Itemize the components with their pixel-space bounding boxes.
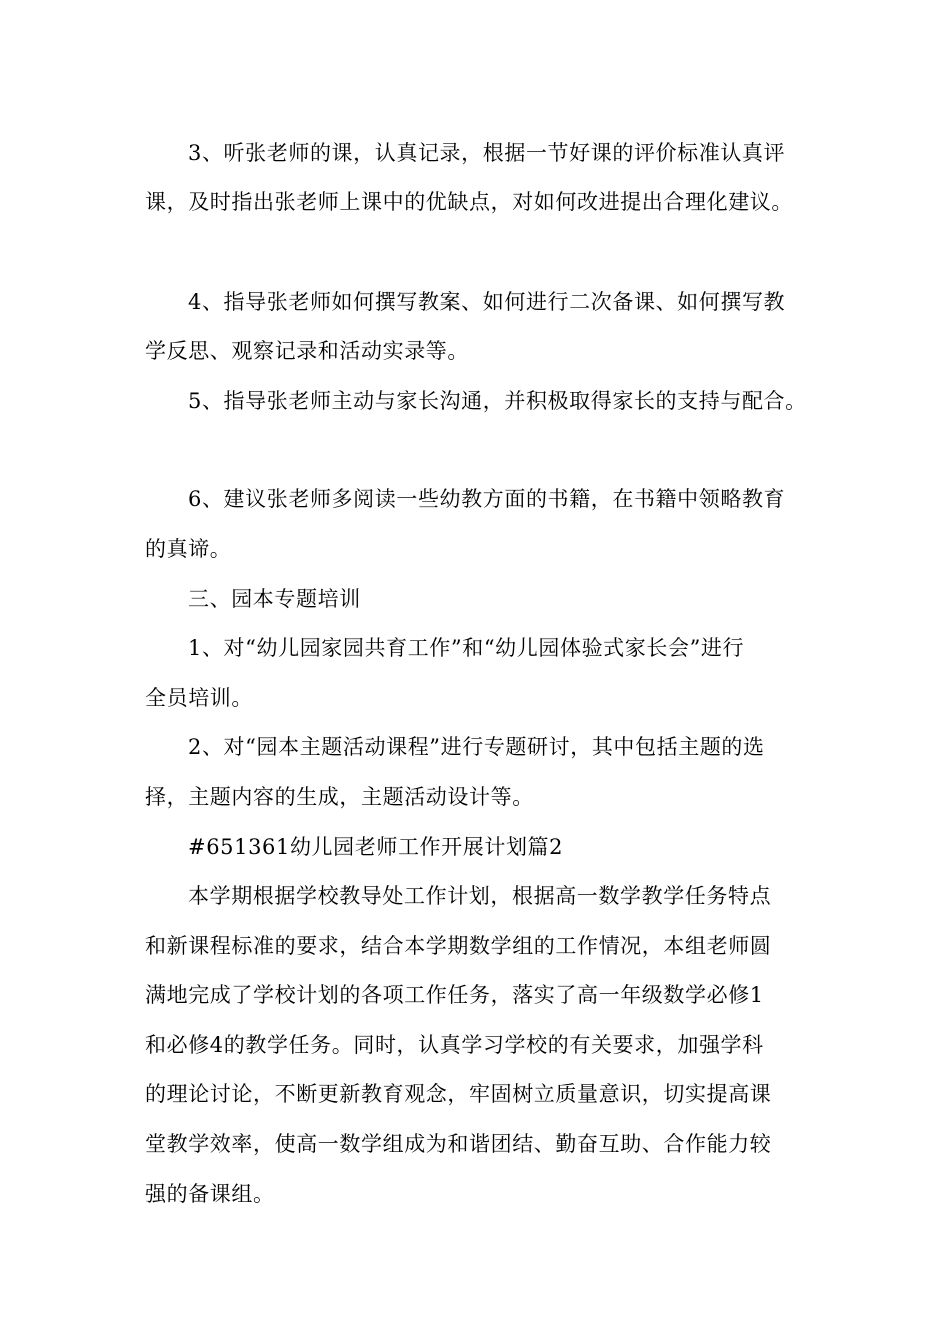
intro-paragraph-line-3: 满地完成了学校计划的各项工作任务，落实了高一年级数学必修1 [145,983,764,1007]
article-title: #651361幼儿园老师工作开展计划篇2 [188,835,564,859]
paragraph-6-line-1: 6、建议张老师多阅读一些幼教方面的书籍，在书籍中领略教育 [188,487,786,511]
paragraph-5-line-1: 5、指导张老师主动与家长沟通，并积极取得家长的支持与配合。 [188,389,807,413]
training-item-2-line-2: 择，主题内容的生成，主题活动设计等。 [145,785,534,809]
paragraph-6-line-2: 的真谛。 [145,537,232,561]
intro-paragraph-line-7: 强的备课组。 [145,1182,275,1206]
paragraph-3-line-1: 3、听张老师的课，认真记录，根据一节好课的评价标准认真评 [188,141,786,165]
intro-paragraph-line-6: 堂教学效率，使高一数学组成为和谐团结、勤奋互助、合作能力较 [145,1132,772,1156]
paragraph-4-line-1: 4、指导张老师如何撰写教案、如何进行二次备课、如何撰写教 [188,290,786,314]
intro-paragraph-line-1: 本学期根据学校教导处工作计划，根据高一数学教学任务特点 [188,884,772,908]
intro-paragraph-line-5: 的理论讨论，不断更新教育观念，牢固树立质量意识，切实提高课 [145,1082,772,1106]
training-item-2-line-1: 2、对“园本主题活动课程”进行专题研讨，其中包括主题的选 [188,735,765,759]
training-item-1-line-2: 全员培训。 [145,686,253,710]
intro-paragraph-line-4: 和必修4的教学任务。同时，认真学习学校的有关要求，加强学科 [145,1033,764,1057]
paragraph-3-line-2: 课，及时指出张老师上课中的优缺点，对如何改进提出合理化建议。 [145,190,793,214]
training-item-1-line-1: 1、对“幼儿园家园共育工作”和“幼儿园体验式家长会”进行 [188,636,745,660]
section-heading: 三、园本专题培训 [188,587,361,611]
intro-paragraph-line-2: 和新课程标准的要求，结合本学期数学组的工作情况，本组老师圆 [145,934,772,958]
paragraph-4-line-2: 学反思、观察记录和活动实录等。 [145,339,469,363]
